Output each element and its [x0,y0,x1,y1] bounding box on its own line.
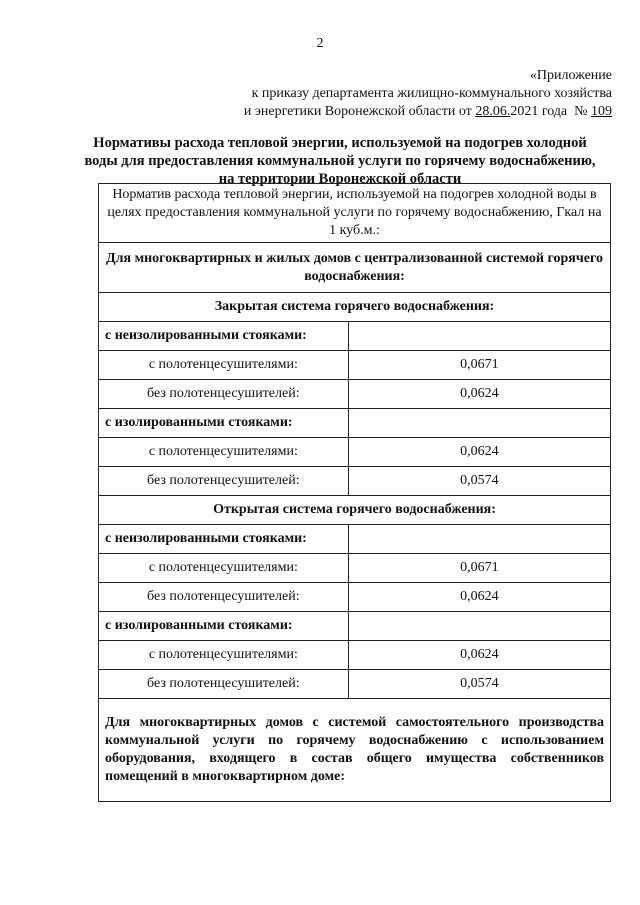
appendix-line-1: «Приложение [529,68,612,83]
closed-insulated-with-towel-value: 0,0624 [348,438,610,467]
table-header: Норматив расхода тепловой энергии, используемой на подогрев холодной воды в целях предоставления коммунальной услуги по горячему водоснабжению, Гкал на 1 куб.м.: [99,184,611,243]
order-date: 28.06. [475,104,511,119]
section-central-heating: Для многоквартирных и жилых домов с централизованной системой горячего водоснабжения: [99,243,611,293]
empty-cell [348,525,610,554]
closed-uninsulated-label: с неизолированными стояками: [99,322,349,351]
table-row [99,583,611,612]
appendix-block [244,67,612,121]
section-self-row [99,699,611,802]
section-central-row [99,243,611,293]
open-uninsulated-without-towel-value: 0,0624 [348,583,610,612]
open-system-row [99,496,611,525]
open-uninsulated-with-towel-label: с полотенцесушителями: [99,554,349,583]
open-insulated-without-towel-label: без полотенцесушителей: [99,670,349,699]
order-year: 2021 года [510,104,568,119]
table-row [99,322,611,351]
table-row [99,641,611,670]
open-insulated-label: с изолированными стояками: [99,612,349,641]
appendix-line-2: к приказу департамента жилищно-коммунального хозяйства [251,86,612,101]
open-uninsulated-with-towel-value: 0,0671 [348,554,610,583]
open-system-title: Открытая система горячего водоснабжения: [99,496,611,525]
section-self-production: Для многоквартирных домов с системой самостоятельного производства коммунальной услуги по горячему водоснабжению с использованием оборудования, входящего в состав общего имущества собственников помещений в многоквартирном доме: [99,699,611,802]
closed-insulated-label: с изолированными стояками: [99,409,349,438]
table-row [99,467,611,496]
open-insulated-without-towel-value: 0,0574 [348,670,610,699]
closed-system-row [99,293,611,322]
closed-uninsulated-with-towel-label: с полотенцесушителями: [99,351,349,380]
appendix-line-3 [244,103,612,121]
table-row [99,554,611,583]
open-insulated-with-towel-label: с полотенцесушителями: [99,641,349,670]
closed-uninsulated-with-towel-value: 0,0671 [348,351,610,380]
table-row [99,670,611,699]
closed-system-title: Закрытая система горячего водоснабжения: [99,293,611,322]
empty-cell [348,612,610,641]
table-row [99,351,611,380]
document-title [60,134,620,188]
closed-insulated-with-towel-label: с полотенцесушителями: [99,438,349,467]
closed-uninsulated-without-towel-value: 0,0624 [348,380,610,409]
table-row [99,438,611,467]
order-number-label: № [574,104,588,119]
order-number: 109 [591,104,612,119]
empty-cell [348,322,610,351]
table-row [99,525,611,554]
page-number: 2 [316,36,324,51]
empty-cell [348,409,610,438]
closed-insulated-without-towel-value: 0,0574 [348,467,610,496]
closed-uninsulated-without-towel-label: без полотенцесушителей: [99,380,349,409]
open-uninsulated-label: с неизолированными стояками: [99,525,349,554]
open-uninsulated-without-towel-label: без полотенцесушителей: [99,583,349,612]
open-insulated-with-towel-value: 0,0624 [348,641,610,670]
title-line-3: на территории Воронежской области [218,171,462,187]
table-row [99,612,611,641]
table-row [99,380,611,409]
title-line-2: воды для предоставления коммунальной услуги по горячему водоснабжению, [84,153,596,169]
appendix-line-3-prefix: и энергетики Воронежской области от [243,104,472,119]
table-row [99,409,611,438]
closed-insulated-without-towel-label: без полотенцесушителей: [99,467,349,496]
table-header-row [99,184,611,243]
title-line-1: Нормативы расхода тепловой энергии, используемой на подогрев холодной [93,135,587,151]
norms-table [98,183,611,802]
